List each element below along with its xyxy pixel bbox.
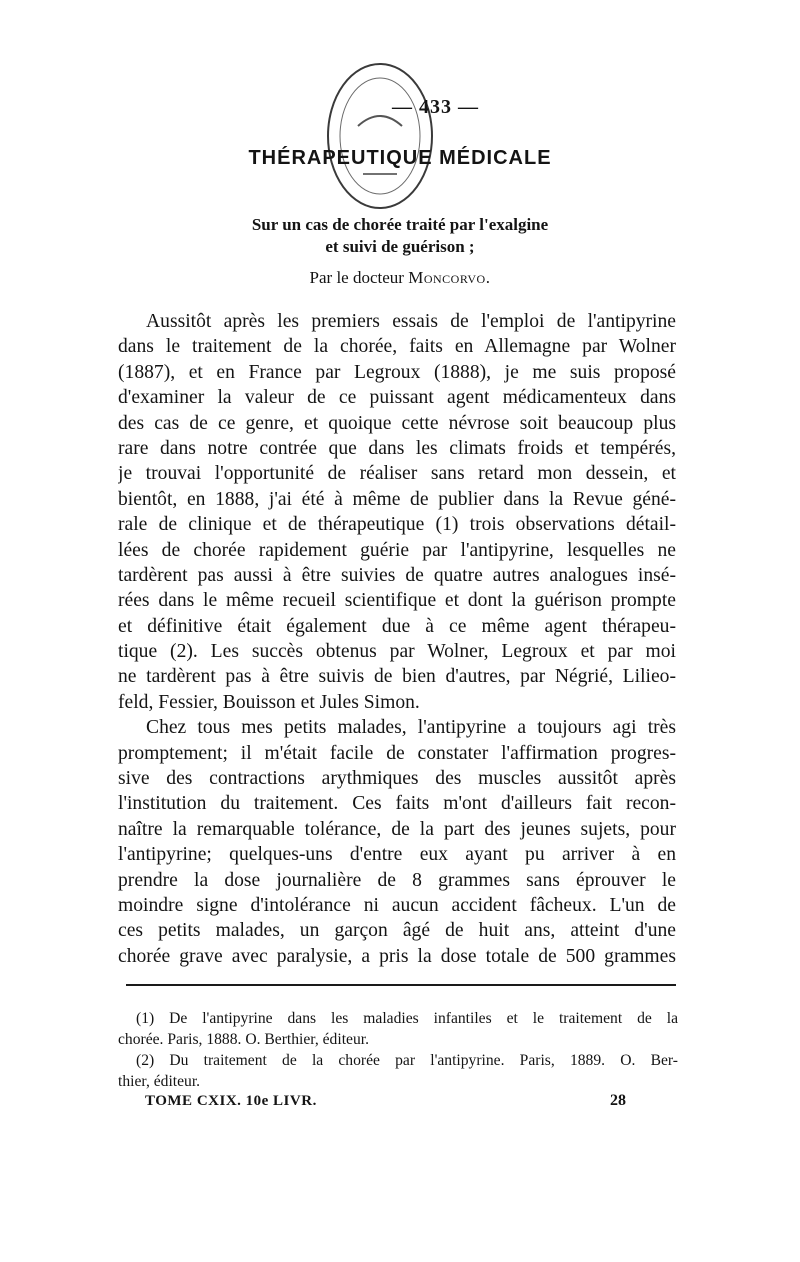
- byline-author: Moncorvo.: [408, 268, 491, 287]
- body-line: rées dans le même recueil scientifique et dont la guérison prompte: [118, 590, 676, 612]
- body-line: ne tardèrent pas à être suivis de bien d'autres, par Négrié, Lilieo-: [118, 666, 676, 688]
- body-line: prendre la dose journalière de 8 grammes sans éprouver le: [118, 869, 676, 891]
- body-line: feld, Fessier, Bouisson et Jules Simon.: [118, 691, 420, 713]
- body-line: dans le traitement de la chorée, faits en Allemagne par Wolner: [118, 336, 676, 358]
- body-line: lées de chorée rapidement guérie par l'antipyrine, lesquelles ne: [118, 539, 676, 561]
- body-line: je trouvai l'opportunité de réaliser sans retard mon dessein, et: [118, 463, 676, 485]
- signature-folio: 28: [610, 1092, 626, 1109]
- body-line: ces petits malades, un garçon âgé de huit ans, atteint d'une: [118, 920, 676, 942]
- article-title-line: Sur un cas de chorée traité par l'exalgine: [251, 215, 549, 234]
- footnote-divider: [126, 984, 676, 986]
- byline: [0, 268, 800, 288]
- footnote-line: (1) De l'antipyrine dans les maladies infantiles et le traitement de la: [136, 1010, 678, 1027]
- footnote-line: thier, éditeur.: [118, 1073, 201, 1090]
- body-line: (1887), et en France par Legroux (1888), je me suis proposé: [118, 361, 676, 383]
- byline-prefix: Par le docteur: [309, 268, 404, 287]
- body-line: et définitive était également due à ce même agent thérapeu-: [118, 615, 676, 637]
- body-line: promptement; il m'était facile de constater l'affirmation progres-: [118, 742, 676, 764]
- body-line: moindre signe d'intolérance ni aucun accident fâcheux. L'un de: [118, 894, 676, 916]
- body-line: des cas de ce genre, et quoique cette névrose soit beaucoup plus: [118, 412, 676, 434]
- body-line: tique (2). Les succès obtenus par Wolner, Legroux et par moi: [118, 641, 676, 663]
- library-stamp-icon: [318, 56, 438, 226]
- body-line: chorée grave avec paralysie, a pris la dose totale de 500 grammes: [118, 945, 676, 967]
- body-line: l'institution du traitement. Ces faits m'ont d'ailleurs fait recon-: [118, 793, 676, 815]
- body-line: l'antipyrine; quelques-uns d'entre eux ayant pu arriver à en: [118, 844, 676, 866]
- footnotes: [118, 1008, 678, 1092]
- body-line: rare dans notre contrée que dans les climats froids et tempérés,: [118, 437, 676, 459]
- body-line: Chez tous mes petits malades, l'antipyrine a toujours agi très: [146, 717, 676, 739]
- body-line: rale de clinique et de thérapeutique (1) trois observations détail-: [118, 514, 676, 536]
- body-line: sive des contractions arythmiques des muscles aussitôt après: [118, 768, 676, 790]
- article-title-line: et suivi de guérison ;: [325, 237, 475, 256]
- body-line: naître la remarquable tolérance, de la part des jeunes sujets, pour: [118, 818, 676, 840]
- section-title: THÉRAPEUTIQUE MÉDICALE: [248, 147, 552, 169]
- page-number: — 433 —: [392, 96, 479, 118]
- body-text: [118, 309, 676, 969]
- body-line: bientôt, en 1888, j'ai été à même de publier dans la Revue géné-: [118, 488, 676, 510]
- article-title: [0, 214, 800, 258]
- footnote-line: (2) Du traitement de la chorée par l'antipyrine. Paris, 1889. O. Ber-: [136, 1052, 678, 1069]
- printer-signature: TOME CXIX. 10e LIVR.: [145, 1093, 317, 1109]
- footnote-line: chorée. Paris, 1888. O. Berthier, éditeur.: [118, 1031, 369, 1048]
- body-line: d'examiner la valeur de ce puissant agent médicamenteux dans: [118, 387, 676, 409]
- body-line: tardèrent pas aussi à être suivies de quatre autres analogues insé-: [118, 564, 676, 586]
- body-line: Aussitôt après les premiers essais de l'emploi de l'antipyrine: [146, 311, 676, 332]
